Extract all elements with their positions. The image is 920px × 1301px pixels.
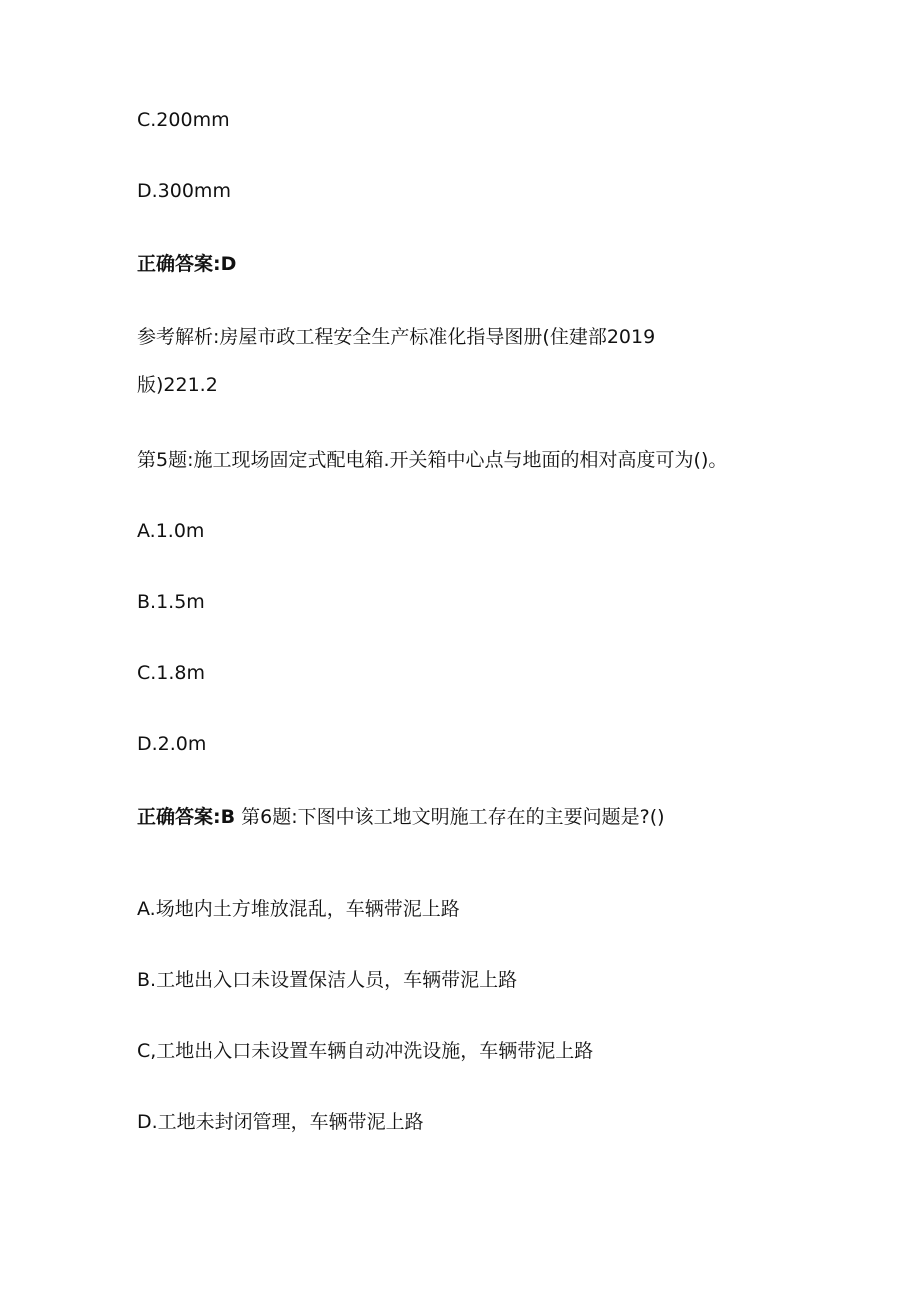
q4-answer-label: 正确答案: (137, 253, 221, 275)
q5-option-a: A.1.0m (137, 520, 205, 542)
q6-option-b: B.工地出入口未设置保洁人员，车辆带泥上路 (137, 969, 518, 991)
q5-answer-value: B (220, 806, 236, 828)
q4-option-c: C.200mm (137, 109, 230, 131)
q5-option-c: C.1.8m (137, 662, 206, 684)
q4-answer-value: D (220, 253, 237, 275)
q6-question: 第6题:下图中该工地文明施工存在的主要问题是?() (235, 806, 665, 828)
q5-answer-and-q6-question (137, 805, 665, 829)
q6-option-c: C,工地出入口未设置车辆自动冲洗设施，车辆带泥上路 (137, 1040, 594, 1062)
q5-option-d: D.2.0m (137, 733, 207, 755)
q4-analysis-line-1: 参考解析:房屋市政工程安全生产标准化指导图册(住建部2019 (137, 326, 656, 348)
q4-option-d: D.300mm (137, 180, 231, 202)
q5-answer-label: 正确答案: (137, 806, 221, 828)
q6-option-a: A.场地内土方堆放混乱，车辆带泥上路 (137, 898, 460, 920)
q4-answer (137, 252, 236, 276)
q4-analysis-line-2: 版)221.2 (137, 374, 218, 396)
q5-question: 第5题:施工现场固定式配电箱.开关箱中心点与地面的相对高度可为()。 (137, 449, 728, 471)
q5-option-b: B.1.5m (137, 591, 205, 613)
q6-option-d: D.工地未封闭管理，车辆带泥上路 (137, 1111, 424, 1133)
